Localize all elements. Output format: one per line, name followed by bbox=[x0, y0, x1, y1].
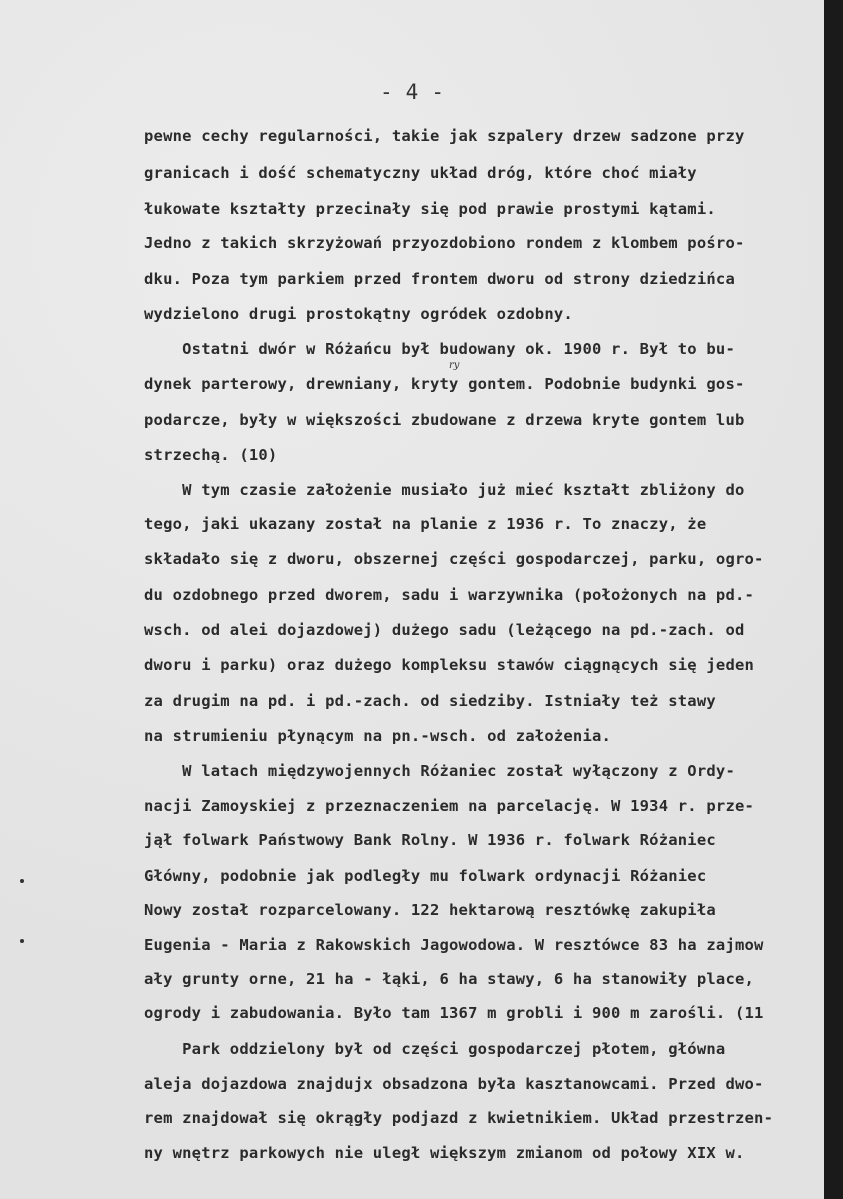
body-line: W tym czasie założenie musiało już mieć kształt zbliżony do bbox=[144, 481, 745, 499]
body-line: Jedno z takich skrzyżowań przyozdobiono rondem z klombem pośro- bbox=[144, 234, 745, 252]
body-line: du ozdobnego przed dworem, sadu i warzywnika (położonych na pd.- bbox=[144, 586, 755, 604]
body-line: strzechą. (10) bbox=[144, 446, 278, 464]
body-line: rem znajdował się okrągły podjazd z kwietnikiem. Układ przestrzen- bbox=[144, 1109, 774, 1127]
body-line: podarcze, były w większości zbudowane z drzewa kryte gontem lub bbox=[144, 411, 745, 429]
body-line: składało się z dworu, obszernej części gospodarczej, parku, ogro- bbox=[144, 550, 764, 568]
body-line: Ostatni dwór w Różańcu był budowany ok. 1900 r. Był to bu- bbox=[144, 340, 735, 358]
body-line: dynek parterowy, drewniany, kryty gontem. Podobnie budynki gos- bbox=[144, 375, 745, 393]
body-line: dworu i parku) oraz dużego kompleksu stawów ciągnących się jeden bbox=[144, 656, 755, 674]
body-line: nacji Zamoyskiej z przeznaczeniem na parcelację. W 1934 r. prze- bbox=[144, 797, 755, 815]
body-line: ny wnętrz parkowych nie uległ większym zmianom od połowy XIX w. bbox=[144, 1144, 745, 1162]
page-number: - 4 - bbox=[380, 80, 445, 104]
scan-speck bbox=[20, 879, 24, 883]
body-line: wsch. od alei dojazdowej) dużego sadu (leżącego na pd.-zach. od bbox=[144, 621, 745, 639]
scan-edge bbox=[824, 0, 843, 1199]
body-line: łukowate kształty przecinały się pod prawie prostymi kątami. bbox=[144, 200, 716, 218]
body-line: na strumieniu płynącym na pn.-wsch. od założenia. bbox=[144, 727, 612, 745]
body-line: Nowy został rozparcelowany. 122 hektarową resztówkę zakupiła bbox=[144, 901, 716, 919]
body-line: aleja dojazdowa znajdujx obsadzona była kasztanowcami. Przed dwo- bbox=[144, 1075, 764, 1093]
body-line: jął folwark Państwowy Bank Rolny. W 1936 r. folwark Różaniec bbox=[144, 831, 716, 849]
body-line: dku. Poza tym parkiem przed frontem dworu od strony dziedzińca bbox=[144, 270, 735, 288]
body-line: tego, jaki ukazany został na planie z 1936 r. To znaczy, że bbox=[144, 515, 707, 533]
body-line: Główny, podobnie jak podległy mu folwark ordynacji Różaniec bbox=[144, 867, 707, 885]
body-line: za drugim na pd. i pd.-zach. od siedziby. Istniały też stawy bbox=[144, 692, 716, 710]
body-line: Eugenia - Maria z Rakowskich Jagowodowa. W resztówce 83 ha zajmow bbox=[144, 936, 764, 954]
body-line: W latach międzywojennych Różaniec został wyłączony z Ordy- bbox=[144, 762, 735, 780]
scan-speck bbox=[20, 939, 24, 943]
body-line: Park oddzielony był od części gospodarczej płotem, główna bbox=[144, 1040, 726, 1058]
body-line: wydzielono drugi prostokątny ogródek ozdobny. bbox=[144, 305, 573, 323]
handwritten-correction: ry bbox=[449, 360, 460, 371]
body-line: pewne cechy regularności, takie jak szpalery drzew sadzone przy bbox=[144, 127, 745, 145]
body-line: ogrody i zabudowania. Było tam 1367 m grobli i 900 m zarośli. (11 bbox=[144, 1004, 764, 1022]
body-line: ały grunty orne, 21 ha - łąki, 6 ha stawy, 6 ha stanowiły place, bbox=[144, 970, 755, 988]
body-line: granicach i dość schematyczny układ dróg, które choć miały bbox=[144, 164, 697, 182]
